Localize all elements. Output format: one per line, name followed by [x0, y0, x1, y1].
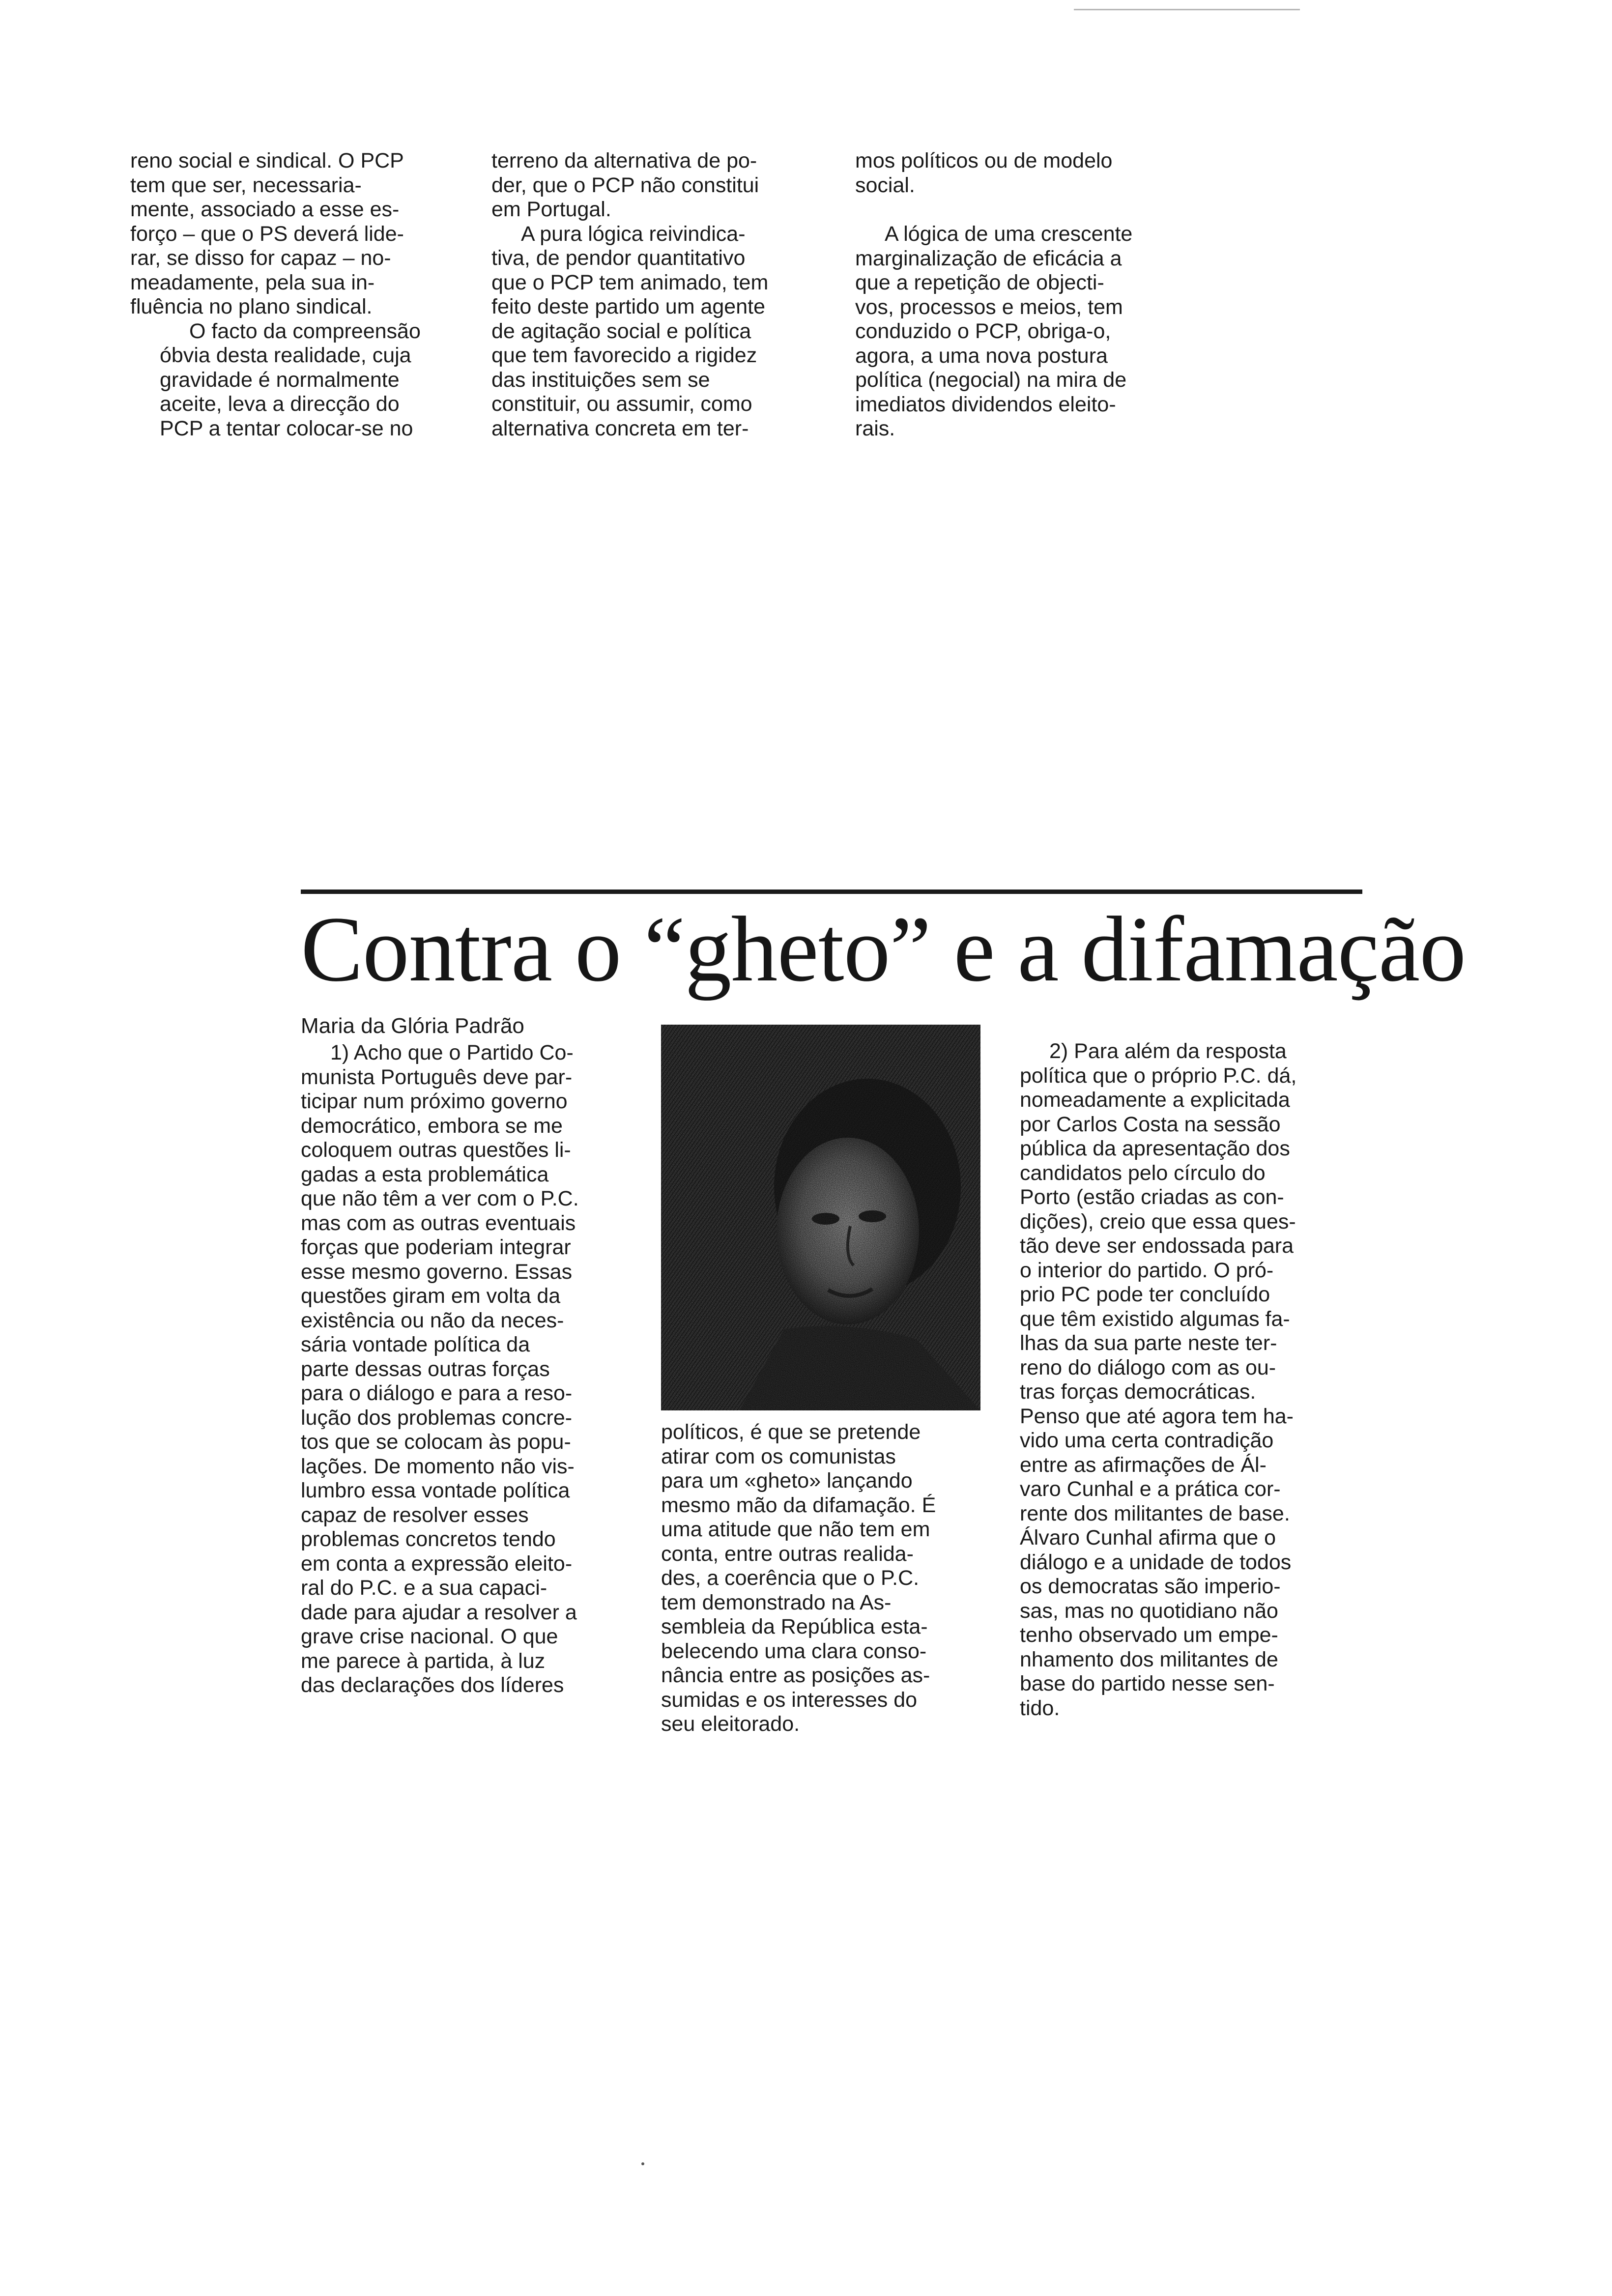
text-line: ral do P.C. e a sua capaci-: [301, 1576, 547, 1600]
text-line: tos que se colocam às popu-: [301, 1430, 571, 1454]
text-line: em Portugal.: [491, 198, 611, 221]
text-line: lução dos problemas concre-: [301, 1406, 573, 1430]
text-line: vido uma certa contradição: [1020, 1429, 1274, 1452]
text-line: existência ou não da neces-: [301, 1308, 564, 1332]
text-line: tiva, de pendor quantitativo: [491, 246, 746, 270]
article-col3-para1: [1020, 1039, 1354, 1721]
top-col1-para1: [130, 149, 440, 319]
top-col1-para2: [130, 319, 440, 441]
text-line: políticos, é que se pretende: [661, 1420, 921, 1444]
text-line: política que o próprio P.C. dá,: [1020, 1063, 1297, 1088]
text-line: coloquem outras questões li-: [301, 1138, 571, 1162]
text-line: para um «gheto» lançando: [661, 1469, 913, 1492]
top-col3-para2: [855, 222, 1175, 441]
text-line: lações. De momento não vis-: [301, 1454, 575, 1478]
text-line: conta, entre outras realida-: [661, 1542, 914, 1566]
text-line: para o diálogo e para a reso-: [301, 1381, 573, 1405]
text-line: tem demonstrado na As-: [661, 1590, 892, 1614]
text-line: política (negocial) na mira de: [855, 368, 1127, 392]
article-headline: Contra o “gheto” e a difamação: [301, 898, 1466, 1001]
text-line: das declarações dos líderes: [301, 1673, 564, 1697]
top-column-1: [130, 149, 440, 441]
text-line: que não têm a ver com o P.C.: [301, 1187, 579, 1210]
text-line: base do partido nesse sen-: [1020, 1672, 1275, 1695]
text-line: mos políticos ou de modelo: [855, 149, 1113, 172]
text-line: aceite, leva a direcção do: [160, 392, 400, 416]
text-line: pública da apresentação dos: [1020, 1137, 1290, 1160]
text-line: sária vontade política da: [301, 1333, 530, 1356]
text-line: mente, associado a esse es-: [130, 198, 400, 221]
text-line: varo Cunhal e a prática cor-: [1020, 1477, 1281, 1501]
text-line: problemas concretos tendo: [301, 1527, 556, 1551]
text-line: candidatos pelo círculo do: [1020, 1161, 1266, 1185]
text-line: capaz de resolver esses: [301, 1503, 529, 1527]
text-line: O facto da compreensão: [189, 319, 421, 343]
text-line: gravidade é normalmente: [160, 368, 400, 392]
text-line: forço – que o PS deverá lide-: [130, 222, 404, 246]
text-line: gadas a esta problemática: [301, 1162, 549, 1186]
text-line: vos, processos e meios, tem: [855, 295, 1123, 319]
text-line: parte dessas outras forças: [301, 1357, 550, 1381]
text-line: que tem favorecido a rigidez: [491, 344, 757, 367]
text-line: lhas da sua parte neste ter-: [1020, 1331, 1277, 1355]
text-line: tido.: [1020, 1696, 1060, 1720]
text-line: entre as afirmações de Ál-: [1020, 1453, 1267, 1477]
text-line: Penso que até agora tem ha-: [1020, 1404, 1294, 1428]
text-line: conduzido o PCP, obriga-o,: [855, 319, 1111, 343]
text-line: 2) Para além da resposta: [1049, 1039, 1287, 1063]
text-line: terreno da alternativa de po-: [491, 149, 757, 172]
text-line: meadamente, pela sua in-: [130, 270, 375, 294]
text-line: Álvaro Cunhal afirma que o: [1020, 1526, 1276, 1550]
text-line: que a repetição de objecti-: [855, 271, 1104, 294]
text-line: nância entre as posições as-: [661, 1664, 930, 1687]
text-line: imediatos dividendos eleito-: [855, 392, 1116, 416]
text-line: constituir, ou assumir, como: [491, 392, 752, 416]
text-line: uma atitude que não tem em: [661, 1518, 930, 1541]
text-line: tem que ser, necessaria-: [130, 173, 362, 197]
text-line: o interior do partido. O pró-: [1020, 1258, 1274, 1282]
text-line: rais.: [855, 417, 895, 440]
text-line: der, que o PCP não constitui: [491, 173, 759, 197]
text-line: questões giram em volta da: [301, 1284, 561, 1308]
text-line: agora, a uma nova postura: [855, 344, 1108, 368]
text-line: os democratas são imperio-: [1020, 1575, 1281, 1598]
headline-rule: [301, 890, 1362, 894]
text-line: de agitação social e política: [491, 319, 751, 343]
text-line: A lógica de uma crescente: [885, 222, 1133, 246]
text-line: esse mesmo governo. Essas: [301, 1260, 573, 1284]
text-line: diálogo e a unidade de todos: [1020, 1550, 1292, 1574]
text-line: lumbro essa vontade política: [301, 1479, 570, 1502]
text-line: nhamento dos militantes de: [1020, 1647, 1278, 1671]
text-line: mas com as outras eventuais: [301, 1211, 576, 1235]
text-line: sumidas e os interesses do: [661, 1688, 918, 1712]
text-line: belecendo uma clara conso-: [661, 1639, 927, 1663]
text-line: PCP a tentar colocar-se no: [160, 416, 413, 440]
text-line: marginalização de eficácia a: [855, 246, 1122, 270]
article-byline: Maria da Glória Padrão: [301, 1014, 524, 1038]
text-line: sembleia da República esta-: [661, 1615, 928, 1638]
article-col1-para1: [301, 1041, 615, 1698]
text-line: forças que poderiam integrar: [301, 1235, 571, 1259]
text-line: prio PC pode ter concluído: [1020, 1283, 1270, 1306]
text-line: rar, se disso for capaz – no-: [130, 246, 391, 270]
text-line: rente dos militantes de base.: [1020, 1501, 1290, 1525]
text-line: tenho observado um empe-: [1020, 1623, 1278, 1647]
halftone-portrait-image: [661, 1025, 980, 1410]
text-line: das instituições sem se: [491, 368, 710, 392]
article-column-1: [301, 1041, 615, 1698]
text-line: em conta a expressão eleito-: [301, 1551, 573, 1576]
text-line: óbvia desta realidade, cuja: [160, 344, 411, 367]
text-line: mesmo mão da difamação. É: [661, 1493, 936, 1517]
text-line: ticipar num próximo governo: [301, 1090, 568, 1113]
text-line: sas, mas no quotidiano não: [1020, 1599, 1278, 1623]
article-column-3: [1020, 1039, 1354, 1721]
text-line: fluência no plano sindical.: [130, 295, 373, 318]
text-line: por Carlos Costa na sessão: [1020, 1112, 1281, 1136]
text-line: que o PCP tem animado, tem: [491, 270, 769, 294]
text-line: dições), creio que essa ques-: [1020, 1209, 1296, 1234]
text-line: democrático, embora se me: [301, 1114, 563, 1138]
text-line: des, a coerência que o P.C.: [661, 1566, 920, 1590]
text-line: reno do diálogo com as ou-: [1020, 1355, 1276, 1379]
text-line: grave crise nacional. O que: [301, 1625, 558, 1648]
text-line: social.: [855, 173, 915, 197]
top-column-2: [491, 149, 806, 441]
text-line: reno social e sindical. O PCP: [130, 149, 404, 172]
text-line: Porto (estão criadas as con-: [1020, 1185, 1284, 1209]
text-line: feito deste partido um agente: [491, 295, 765, 318]
text-line: me parece à partida, à luz: [301, 1649, 546, 1673]
text-line: 1) Acho que o Partido Co-: [330, 1041, 574, 1064]
text-line: munista Português deve par-: [301, 1065, 573, 1089]
text-line: atirar com os comunistas: [661, 1444, 896, 1468]
text-line: tras forças democráticas.: [1020, 1380, 1256, 1404]
text-line: nomeadamente a explicitada: [1020, 1088, 1290, 1112]
article-col2-para1: [661, 1420, 980, 1737]
text-line: seu eleitorado.: [661, 1712, 800, 1736]
top-edge-rule: [1074, 9, 1300, 10]
top-col2-para2: [491, 222, 806, 441]
text-line: tão deve ser endossada para: [1020, 1234, 1294, 1258]
text-line: A pura lógica reivindica-: [521, 222, 746, 246]
portrait-photo: [661, 1025, 980, 1410]
top-column-3: [855, 149, 1175, 441]
top-col2-para1: [491, 149, 806, 222]
article-column-2: [661, 1420, 980, 1737]
scan-speck: [641, 2162, 644, 2165]
text-line: alternativa concreta em ter-: [491, 416, 749, 440]
text-line: que têm existido algumas fa-: [1020, 1307, 1290, 1331]
text-line: dade para ajudar a resolver a: [301, 1600, 577, 1624]
top-col3-para1: [855, 149, 1175, 198]
